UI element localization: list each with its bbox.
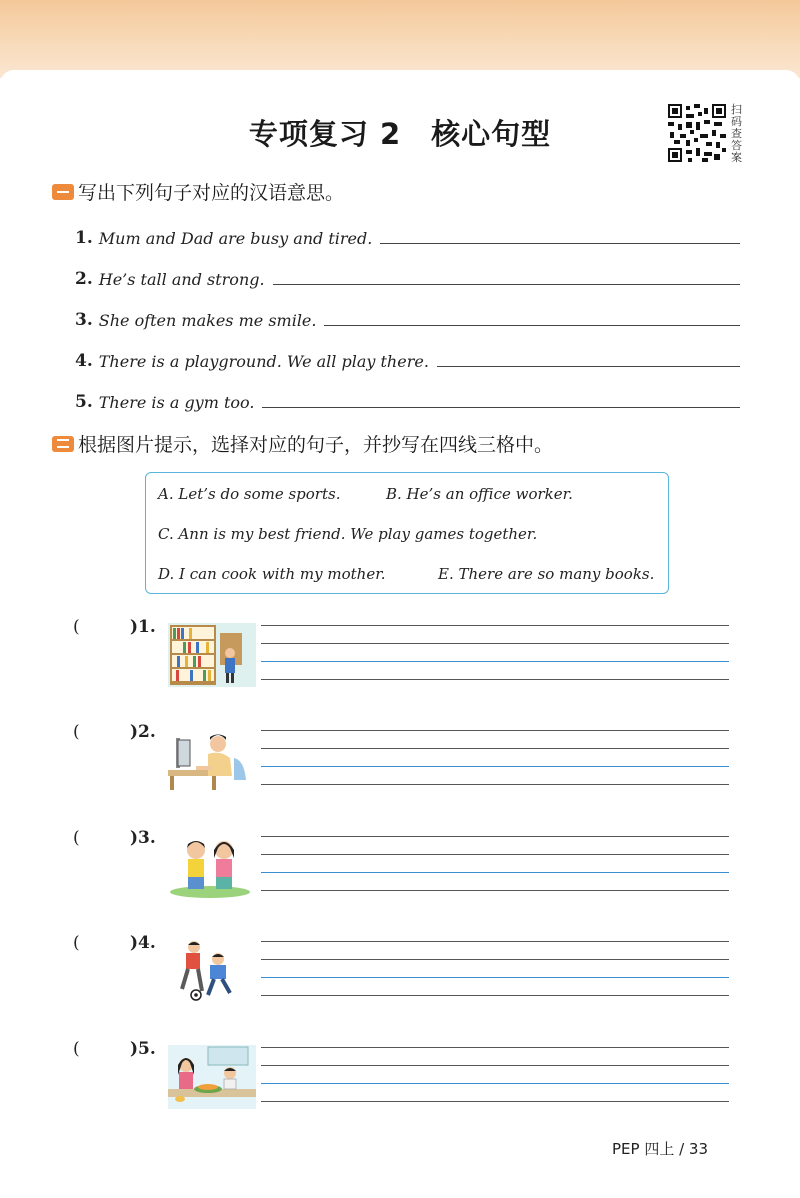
sentence-text: There is a playground. We all play there.: [98, 352, 429, 371]
section-number-badge: [52, 184, 74, 200]
qr-code-icon: [668, 104, 726, 162]
answer-bracket[interactable]: (: [73, 722, 80, 742]
option-b: B. He’s an office worker.: [386, 485, 573, 503]
answer-line[interactable]: [380, 243, 740, 244]
sentence-row: 5. There is a gym too.: [75, 382, 740, 412]
picture-question-row: ( )5.: [73, 1039, 733, 1119]
option-c: C. Ann is my best friend. We play games together.: [158, 525, 538, 543]
picture-question-row: ( )3.: [73, 828, 733, 908]
options-box: [145, 472, 669, 594]
mother-and-child-cooking-picture: [168, 1045, 256, 1109]
sentence-row: 1. Mum and Dad are busy and tired.: [75, 218, 740, 248]
two-girls-talking-picture: [168, 834, 256, 898]
section-number-badge: [52, 436, 74, 452]
section1-heading: 写出下列句子对应的汉语意思。: [52, 178, 344, 205]
sentence-text: Mum and Dad are busy and tired.: [98, 229, 373, 248]
library-bookshelf-boy-picture: [168, 623, 256, 687]
picture-question-row: ( )2.: [73, 722, 733, 802]
man-at-computer-picture: [168, 728, 256, 792]
picture-question-row: ( )1.: [73, 617, 733, 697]
qr-caption: 扫 码 查 答 案: [731, 103, 742, 164]
answer-line[interactable]: [437, 366, 740, 367]
answer-bracket[interactable]: (: [73, 1039, 80, 1059]
top-color-band: [0, 0, 800, 78]
sentence-text: She often makes me smile.: [98, 311, 317, 330]
four-line-grid[interactable]: [261, 941, 729, 997]
two-boys-playing-football-picture: [168, 939, 256, 1003]
picture-question-row: ( )4.: [73, 933, 733, 1013]
four-line-grid[interactable]: [261, 1047, 729, 1103]
four-line-grid[interactable]: [261, 836, 729, 892]
answer-line[interactable]: [262, 407, 740, 408]
sentence-row: 2. He’s tall and strong.: [75, 259, 740, 289]
answer-bracket[interactable]: (: [73, 617, 80, 637]
option-e: E. There are so many books.: [438, 565, 655, 583]
sentence-text: He’s tall and strong.: [98, 270, 265, 289]
answer-line[interactable]: [273, 284, 740, 285]
sentence-text: There is a gym too.: [98, 393, 255, 412]
four-line-grid[interactable]: [261, 625, 729, 681]
page-title: 专项复习 2 核心句型: [248, 117, 552, 151]
answer-bracket[interactable]: (: [73, 933, 80, 953]
sentence-row: 3. She often makes me smile.: [75, 300, 740, 330]
option-d: D. I can cook with my mother.: [158, 565, 386, 583]
section2-heading: 根据图片提示，选择对应的句子，并抄写在四线三格中。: [52, 430, 553, 457]
sentence-row: 4. There is a playground. We all play there.: [75, 341, 740, 371]
page-footer: PEP 四上 / 33: [612, 1140, 709, 1158]
four-line-grid[interactable]: [261, 730, 729, 786]
answer-bracket[interactable]: (: [73, 828, 80, 848]
option-a: A. Let’s do some sports.: [158, 485, 341, 503]
answer-line[interactable]: [324, 325, 740, 326]
